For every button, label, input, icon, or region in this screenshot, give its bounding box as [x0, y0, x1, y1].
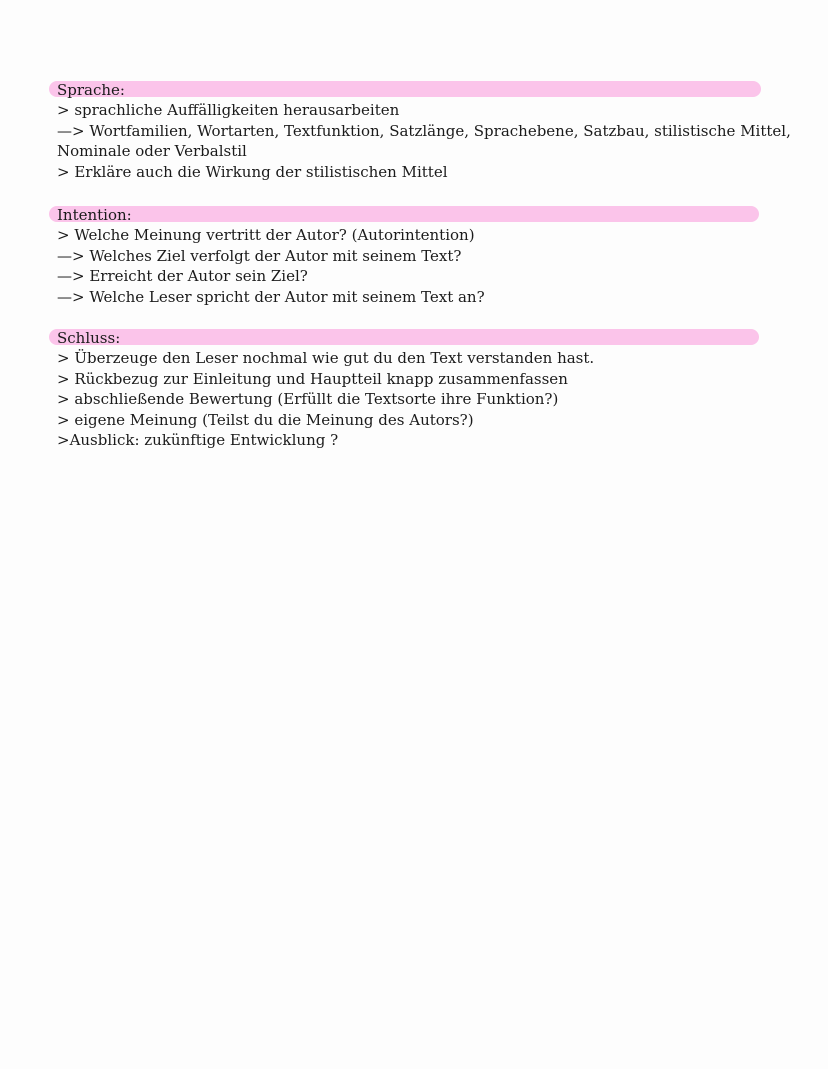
section-lines	[49, 100, 791, 182]
text-line: —> Welche Leser spricht der Autor mit seinem Text an?	[57, 287, 485, 306]
section-heading-row	[49, 328, 761, 348]
section-heading: Intention:	[57, 206, 132, 224]
text-line: >Ausblick: zukünftige Entwicklung ?	[57, 431, 339, 449]
text-line: > abschließende Bewertung (Erfüllt die Textsorte ihre Funktion?)	[57, 390, 559, 408]
text-line: > Überzeuge den Leser nochmal wie gut du den Text verstanden hast.	[57, 349, 595, 367]
text-line: > Erkläre auch die Wirkung der stilistischen Mittel	[57, 162, 448, 181]
section-heading-row	[49, 205, 761, 225]
text-line: —> Wortfamilien, Wortarten, Textfunktion, Satzlänge, Sprachebene, Satzbau, stilistische Mittel,	[57, 121, 791, 140]
text-line: > Rückbezug zur Einleitung und Hauptteil knapp zusammenfassen	[57, 369, 568, 388]
text-line: > sprachliche Auffälligkeiten herausarbeiten	[57, 101, 400, 119]
section-schluss	[49, 328, 761, 451]
text-line: Nominale oder Verbalstil	[57, 142, 247, 160]
text-line: > Welche Meinung vertritt der Autor? (Autorintention)	[57, 226, 475, 244]
section-sprache	[49, 80, 791, 182]
text-line: > eigene Meinung (Teilst du die Meinung des Autors?)	[57, 410, 474, 429]
section-lines	[49, 225, 761, 307]
section-heading: Sprache:	[57, 81, 125, 99]
section-heading: Schluss:	[57, 329, 121, 347]
section-heading-row	[49, 80, 761, 100]
section-intention	[49, 205, 761, 307]
text-line: —> Erreicht der Autor sein Ziel?	[57, 267, 308, 285]
section-lines	[49, 348, 761, 451]
text-line: —> Welches Ziel verfolgt der Autor mit seinem Text?	[57, 246, 462, 265]
